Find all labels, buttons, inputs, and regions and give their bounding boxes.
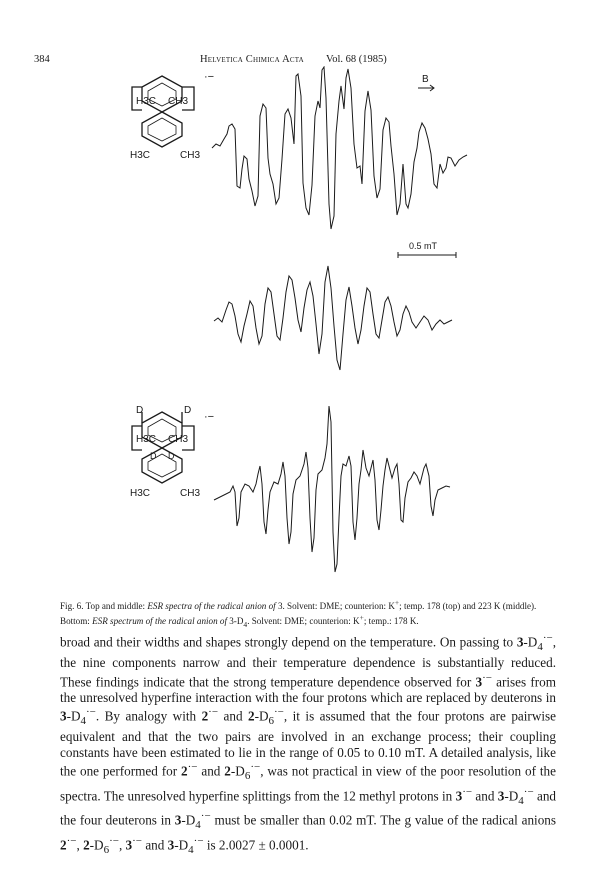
mol-bottom-d3: D: [150, 451, 157, 461]
scale-bar: [398, 252, 456, 258]
molecule-bottom: [130, 405, 214, 499]
figure-caption: Fig. 6. Top and middle: ESR spectra of the radical anion of 3. Solvent: DME; counterion: K+; temp. 178 (top) and 223 K (middle). Bottom: ESR spectrum of the radical anion of $3-D_4$. Solvent: DME; counterion: K+; temp.: 178 K.: [60, 598, 537, 629]
scale-label: 0.5 mT: [409, 241, 438, 251]
mol-top-sub-4: CH3: [180, 150, 201, 161]
mol-top-radical: ·−: [204, 71, 215, 83]
mol-top-sub-2: CH3: [168, 96, 189, 107]
mol-bottom-sub-3: H3C: [130, 488, 151, 499]
mol-bottom-d2: D: [184, 405, 192, 416]
field-arrow: [418, 85, 434, 91]
page-number: 384: [34, 54, 50, 65]
field-label: B: [422, 74, 429, 85]
spectrum-bottom: [214, 406, 450, 572]
spectrum-top: [212, 67, 467, 229]
mol-top-sub-1: H3C: [136, 96, 157, 107]
spectrum-middle: [214, 266, 452, 370]
mol-bottom-radical: ·−: [204, 411, 215, 423]
mol-top-sub-3: H3C: [130, 150, 151, 161]
mol-bottom-d1: D: [136, 405, 144, 416]
volume-info: Vol. 68 (1985): [326, 54, 387, 65]
mol-bottom-sub-4: CH3: [180, 488, 201, 499]
mol-bottom-d4: D: [168, 451, 175, 461]
molecule-top: [130, 71, 214, 161]
body-text: broad and their widths and shapes strongly depend on the temperature. On passing to $3-D_4^{\cdot-}$, the nine components narrow and their temperature dependence is substantially reduced. These findings indicate that the strong temperature dependence observed for 3·− arises from the unresolved hyperfine interaction with the four protons which are replaced by deuterons in $3-D_4^{\cdot-}$. By analogy with 2·− and $2-D_6^{\cdot-}$, it is assumed that the four protons are pairwise equivalent and that the two pairs are involved in an exchange process; their coupling constants have been estimated to lie in the range of 0.05 to 0.10 mT. A detailed analysis, like the one performed for 2·− and $2-D_6^{\cdot-}$, was not practical in view of the poor resolution of the spectra. The unresolved hyperfine splittings from the 12 methyl protons in 3·− and $3-D_4^{\cdot-}$ and the four deuterons in $3-D_4^{\cdot-}$ must be smaller than 0.02 mT. The g value of the radical anions 2·−, $2-D_6^{\cdot-}$, 3·− and $3-D_4^{\cdot-}$ is 2.0027 ± 0.0001.: [60, 632, 557, 856]
mol-bottom-sub-1: H3C: [136, 434, 157, 445]
esr-figure: [0, 66, 600, 591]
mol-bottom-sub-2: CH3: [168, 434, 189, 445]
journal-name: Helvetica Chimica Acta: [200, 54, 304, 65]
